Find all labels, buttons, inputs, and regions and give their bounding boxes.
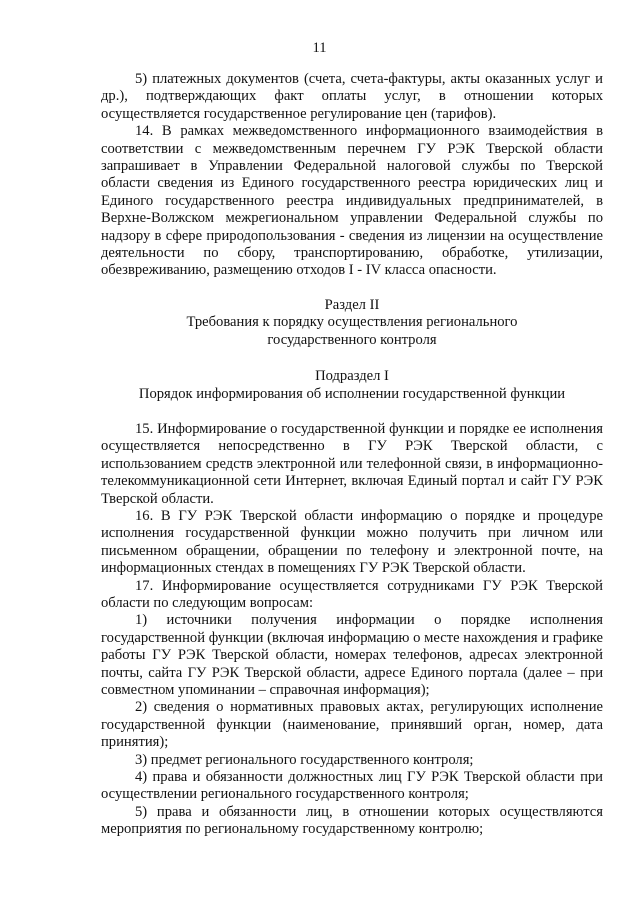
list-item-5-continued: 5) платежных документов (счета, счета-фактуры, акты оказанных услуг и др.), подтверждающих факт оплаты услуг, в отношении которых осуществляется государственное регулирование цен (тарифов). (101, 71, 603, 122)
page-number: 11 (312, 40, 327, 56)
paragraph-16: 16. В ГУ РЭК Тверской области информацию о порядке и процедуре исполнения государственной функции можно получить при личном или письменном обращении, обращении по телефону и электронной почте, на информационных стендах в помещениях ГУ РЭК Тверской области. (101, 507, 603, 577)
section-label: Раздел II (324, 296, 380, 313)
list-item-2: 2) сведения о нормативных правовых актах, регулирующих исполнение государственной функции (наименование, принявший орган, номер, дата принятия); (101, 699, 603, 751)
paragraph-15: 15. Информирование о государственной функции и порядке ее исполнения осуществляется непосредственно в ГУ РЭК Тверской области, с использованием средств электронной или телефонной связи, в информационно-телекоммуникационной сети Интернет, включая Единый портал и сайт ГУ РЭК Тверской области. (101, 420, 603, 507)
subsection-label: Подраздел I (315, 368, 389, 385)
list-item-3: 3) предмет регионального государственного контроля; (135, 751, 474, 768)
paragraph-14: 14. В рамках межведомственного информационного взаимодействия в соответствии с межведомственным перечнем ГУ РЭК Тверской области запрашивает в Управлении Федеральной налоговой службы по Тверской области сведения из Единого государственного реестра юридических лиц и Единого государственного реестра индивидуальных предпринимателей, в Верхне-Волжском межрегиональном управлении Федеральной службы по надзору в сфере природопользования - сведения из лицензии на осуществление деятельности по сбору, транспортированию, обработке, утилизации, обезвреживанию, размещению отходов I - IV класса опасности. (101, 123, 603, 279)
section-title-line-1: Требования к порядку осуществления регионального (186, 314, 518, 331)
section-title-line-2: государственного контроля (267, 331, 437, 348)
document-body (101, 71, 603, 839)
list-item-4: 4) права и обязанности должностных лиц ГУ РЭК Тверской области при осуществлении регионального государственного контроля; (101, 769, 603, 803)
list-item-1: 1) источники получения информации о порядке исполнения государственной функции (включая информацию о месте нахождения и графике работы ГУ РЭК Тверской области, номерах телефонов, адресах электронной почты, сайта ГУ РЭК Тверской области, адресе Единого портала (далее – при совместном упоминании – справочная информация); (101, 612, 603, 698)
subsection-title: Порядок информирования об исполнении государственной функции (138, 385, 566, 402)
list-item-5: 5) права и обязанности лиц, в отношении которых осуществляются мероприятия по региональному государственному контролю; (101, 803, 603, 838)
paragraph-17: 17. Информирование осуществляется сотрудниками ГУ РЭК Тверской области по следующим вопросам: (101, 577, 603, 611)
